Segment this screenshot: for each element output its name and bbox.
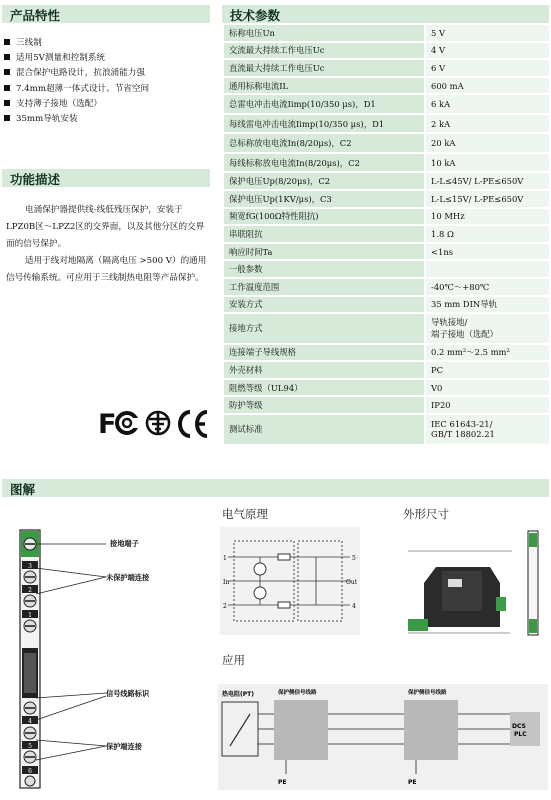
param-key: 保护电压Up(8/20μs)，C2 <box>224 172 425 190</box>
param-key: 工作温度范围 <box>224 278 425 296</box>
param-key: 标称电压Un <box>224 25 425 42</box>
param-row <box>224 396 549 414</box>
param-value: 20 kA <box>425 133 549 153</box>
svg-text:热电阻(PT): 热电阻(PT) <box>222 691 254 698</box>
svg-text:2: 2 <box>28 587 32 594</box>
callout-protected: 保护端连接 <box>106 742 142 751</box>
param-row <box>224 260 549 278</box>
param-row <box>224 278 549 296</box>
param-row <box>224 42 549 60</box>
svg-text:4: 4 <box>352 603 356 610</box>
param-row <box>224 313 549 344</box>
function-title: 功能描述 <box>10 172 61 187</box>
function-paragraph-2: 适用于线对地隔离（隔离电压 >500 V）的通用信号传输系统。可应用于三线制热电阻等产品保护。 <box>6 256 207 283</box>
application-title: 应用 <box>222 653 245 667</box>
param-value: IEC 61643-21/ GB/T 18802.21 <box>425 414 549 445</box>
param-key: 交流最大持续工作电压Uc <box>224 42 425 60</box>
bullet-square-icon <box>4 115 10 121</box>
feature-text: 支持薄子接地（选配） <box>16 98 102 109</box>
param-value: IP20 <box>425 396 549 414</box>
svg-text:1: 1 <box>223 555 227 562</box>
feature-text: 适用5V测量和控制系统 <box>16 53 106 64</box>
bullet-square-icon <box>4 39 10 45</box>
bullet-square-icon <box>4 54 10 60</box>
svg-text:4: 4 <box>28 718 32 725</box>
bullet-square-icon <box>4 85 10 91</box>
param-row <box>224 25 549 42</box>
svg-text:1: 1 <box>28 612 32 619</box>
svg-text:In: In <box>223 579 230 586</box>
electrical-principle-title: 电气原理 <box>222 507 268 521</box>
param-value: L-L≤15V/ L-PE≤650V <box>425 190 549 208</box>
param-row <box>224 296 549 314</box>
param-key: 测试标准 <box>224 414 425 445</box>
electrical-schematic <box>220 527 360 635</box>
param-value: L-L≤45V/ L-PE≤650V <box>425 172 549 190</box>
features-title: 产品特性 <box>10 8 61 23</box>
param-value: 1.8 Ω <box>425 225 549 243</box>
param-row <box>224 414 549 445</box>
svg-text:2: 2 <box>223 603 227 610</box>
param-key: 外壳材料 <box>224 361 425 379</box>
callout-signal-id: 信号线路标识 <box>106 689 150 698</box>
callout-lines <box>36 544 106 760</box>
param-key: 安装方式 <box>224 296 425 314</box>
feature-text: 35mm导轨安装 <box>16 113 78 124</box>
param-row <box>224 344 549 362</box>
svg-text:DCS: DCS <box>512 723 526 730</box>
param-value: V0 <box>425 379 549 397</box>
param-row <box>224 379 549 397</box>
params-header <box>222 5 549 23</box>
fc-logo-icon <box>98 409 139 440</box>
param-value: 导轨接地/ 端子接地（选配） <box>425 313 549 344</box>
param-value: 600 mA <box>425 77 549 95</box>
svg-text:保护侧信号线路: 保护侧信号线路 <box>408 690 447 696</box>
param-row <box>224 361 549 379</box>
diagram-title: 图解 <box>10 482 36 497</box>
param-row <box>224 94 549 114</box>
svg-text:Out: Out <box>346 579 358 586</box>
param-row <box>224 190 549 208</box>
feature-item <box>4 36 214 51</box>
param-key: 一般参数 <box>224 260 425 278</box>
param-key: 直流最大持续工作电压Uc <box>224 59 425 77</box>
svg-text:5: 5 <box>352 555 356 562</box>
param-key: 通用标称电流IL <box>224 77 425 95</box>
param-key: 每线雷电冲击电流Iimp(10/350 μs)，D1 <box>224 114 425 134</box>
param-value: 2 kA <box>425 114 549 134</box>
param-value: -40℃～+80℃ <box>425 278 549 296</box>
param-key: 响应时间Ta <box>224 243 425 261</box>
param-key: 频宽fG(100Ω特性阻抗) <box>224 208 425 226</box>
param-row <box>224 172 549 190</box>
params-title: 技术参数 <box>230 8 281 23</box>
param-row <box>224 225 549 243</box>
param-key: 每线标称放电电流In(8/20μs)，C2 <box>224 153 425 173</box>
ce-mark-icon <box>180 412 207 436</box>
function-paragraph-1: 电涌保护器提供线-线低残压保护，安装于LPZ0B区～LPZ2区的交界面，以及其他分区的交界面的信号保护。 <box>6 205 205 249</box>
svg-text:5: 5 <box>28 743 32 750</box>
param-key: 总雷电冲击电流Iimp(10/350 μs)，D1 <box>224 94 425 114</box>
param-value <box>425 260 549 278</box>
param-row <box>224 59 549 77</box>
svg-text:6: 6 <box>28 768 32 775</box>
param-key: 阻燃等级（UL94） <box>224 379 425 397</box>
application-diagram <box>218 684 548 790</box>
param-row <box>224 153 549 173</box>
function-header <box>2 169 210 187</box>
param-value: 0.2 mm²～2.5 mm² <box>425 344 549 362</box>
feature-text: 三线制 <box>16 38 42 48</box>
svg-text:PE: PE <box>278 779 287 786</box>
svg-text:PE: PE <box>408 779 417 786</box>
dimension-drawing <box>400 527 549 639</box>
svg-text:3: 3 <box>28 563 32 570</box>
feature-item <box>4 97 214 112</box>
features-header <box>2 5 210 23</box>
feature-item <box>4 112 214 127</box>
feature-text: 7.4mm超薄一体式设计、节省空间 <box>16 83 150 94</box>
param-key: 保护电压Up(1KV/μs)，C3 <box>224 190 425 208</box>
ground-symbol-icon <box>147 411 169 435</box>
param-key: 连接端子导线规格 <box>224 344 425 362</box>
param-value: <1ns <box>425 243 549 261</box>
param-row <box>224 208 549 226</box>
feature-item <box>4 51 214 66</box>
param-key: 总标称放电电流In(8/20μs)，C2 <box>224 133 425 153</box>
param-value: 5 V <box>425 25 549 42</box>
dimensions-title: 外形尺寸 <box>403 507 449 521</box>
callout-ground-terminal: 接地端子 <box>110 539 139 548</box>
param-row <box>224 114 549 134</box>
bullet-square-icon <box>4 100 10 106</box>
svg-text:保护侧信号线路: 保护侧信号线路 <box>278 690 317 696</box>
svg-text:F: F <box>98 409 117 440</box>
certification-logos <box>98 406 210 440</box>
params-table <box>224 25 549 446</box>
diagram-header <box>2 479 549 497</box>
svg-text:PLC: PLC <box>514 731 527 738</box>
param-value: 4 V <box>425 42 549 60</box>
param-key: 防护等级 <box>224 396 425 414</box>
param-row <box>224 77 549 95</box>
param-value: 6 V <box>425 59 549 77</box>
feature-item <box>4 66 214 81</box>
param-value: 35 mm DIN导轨 <box>425 296 549 314</box>
param-value: 10 kA <box>425 153 549 173</box>
param-key: 接地方式 <box>224 313 425 344</box>
feature-item <box>4 82 214 97</box>
callout-unprotected: 未保护端连接 <box>106 573 150 582</box>
param-key: 串联阻抗 <box>224 225 425 243</box>
bullet-square-icon <box>4 69 10 75</box>
param-value: 10 MHz <box>425 208 549 226</box>
features-list <box>4 36 214 127</box>
feature-text: 混合保护电路设计，抗浪涌能力强 <box>16 68 145 79</box>
param-row <box>224 243 549 261</box>
param-value: 6 kA <box>425 94 549 114</box>
param-row <box>224 133 549 153</box>
param-value: PC <box>425 361 549 379</box>
